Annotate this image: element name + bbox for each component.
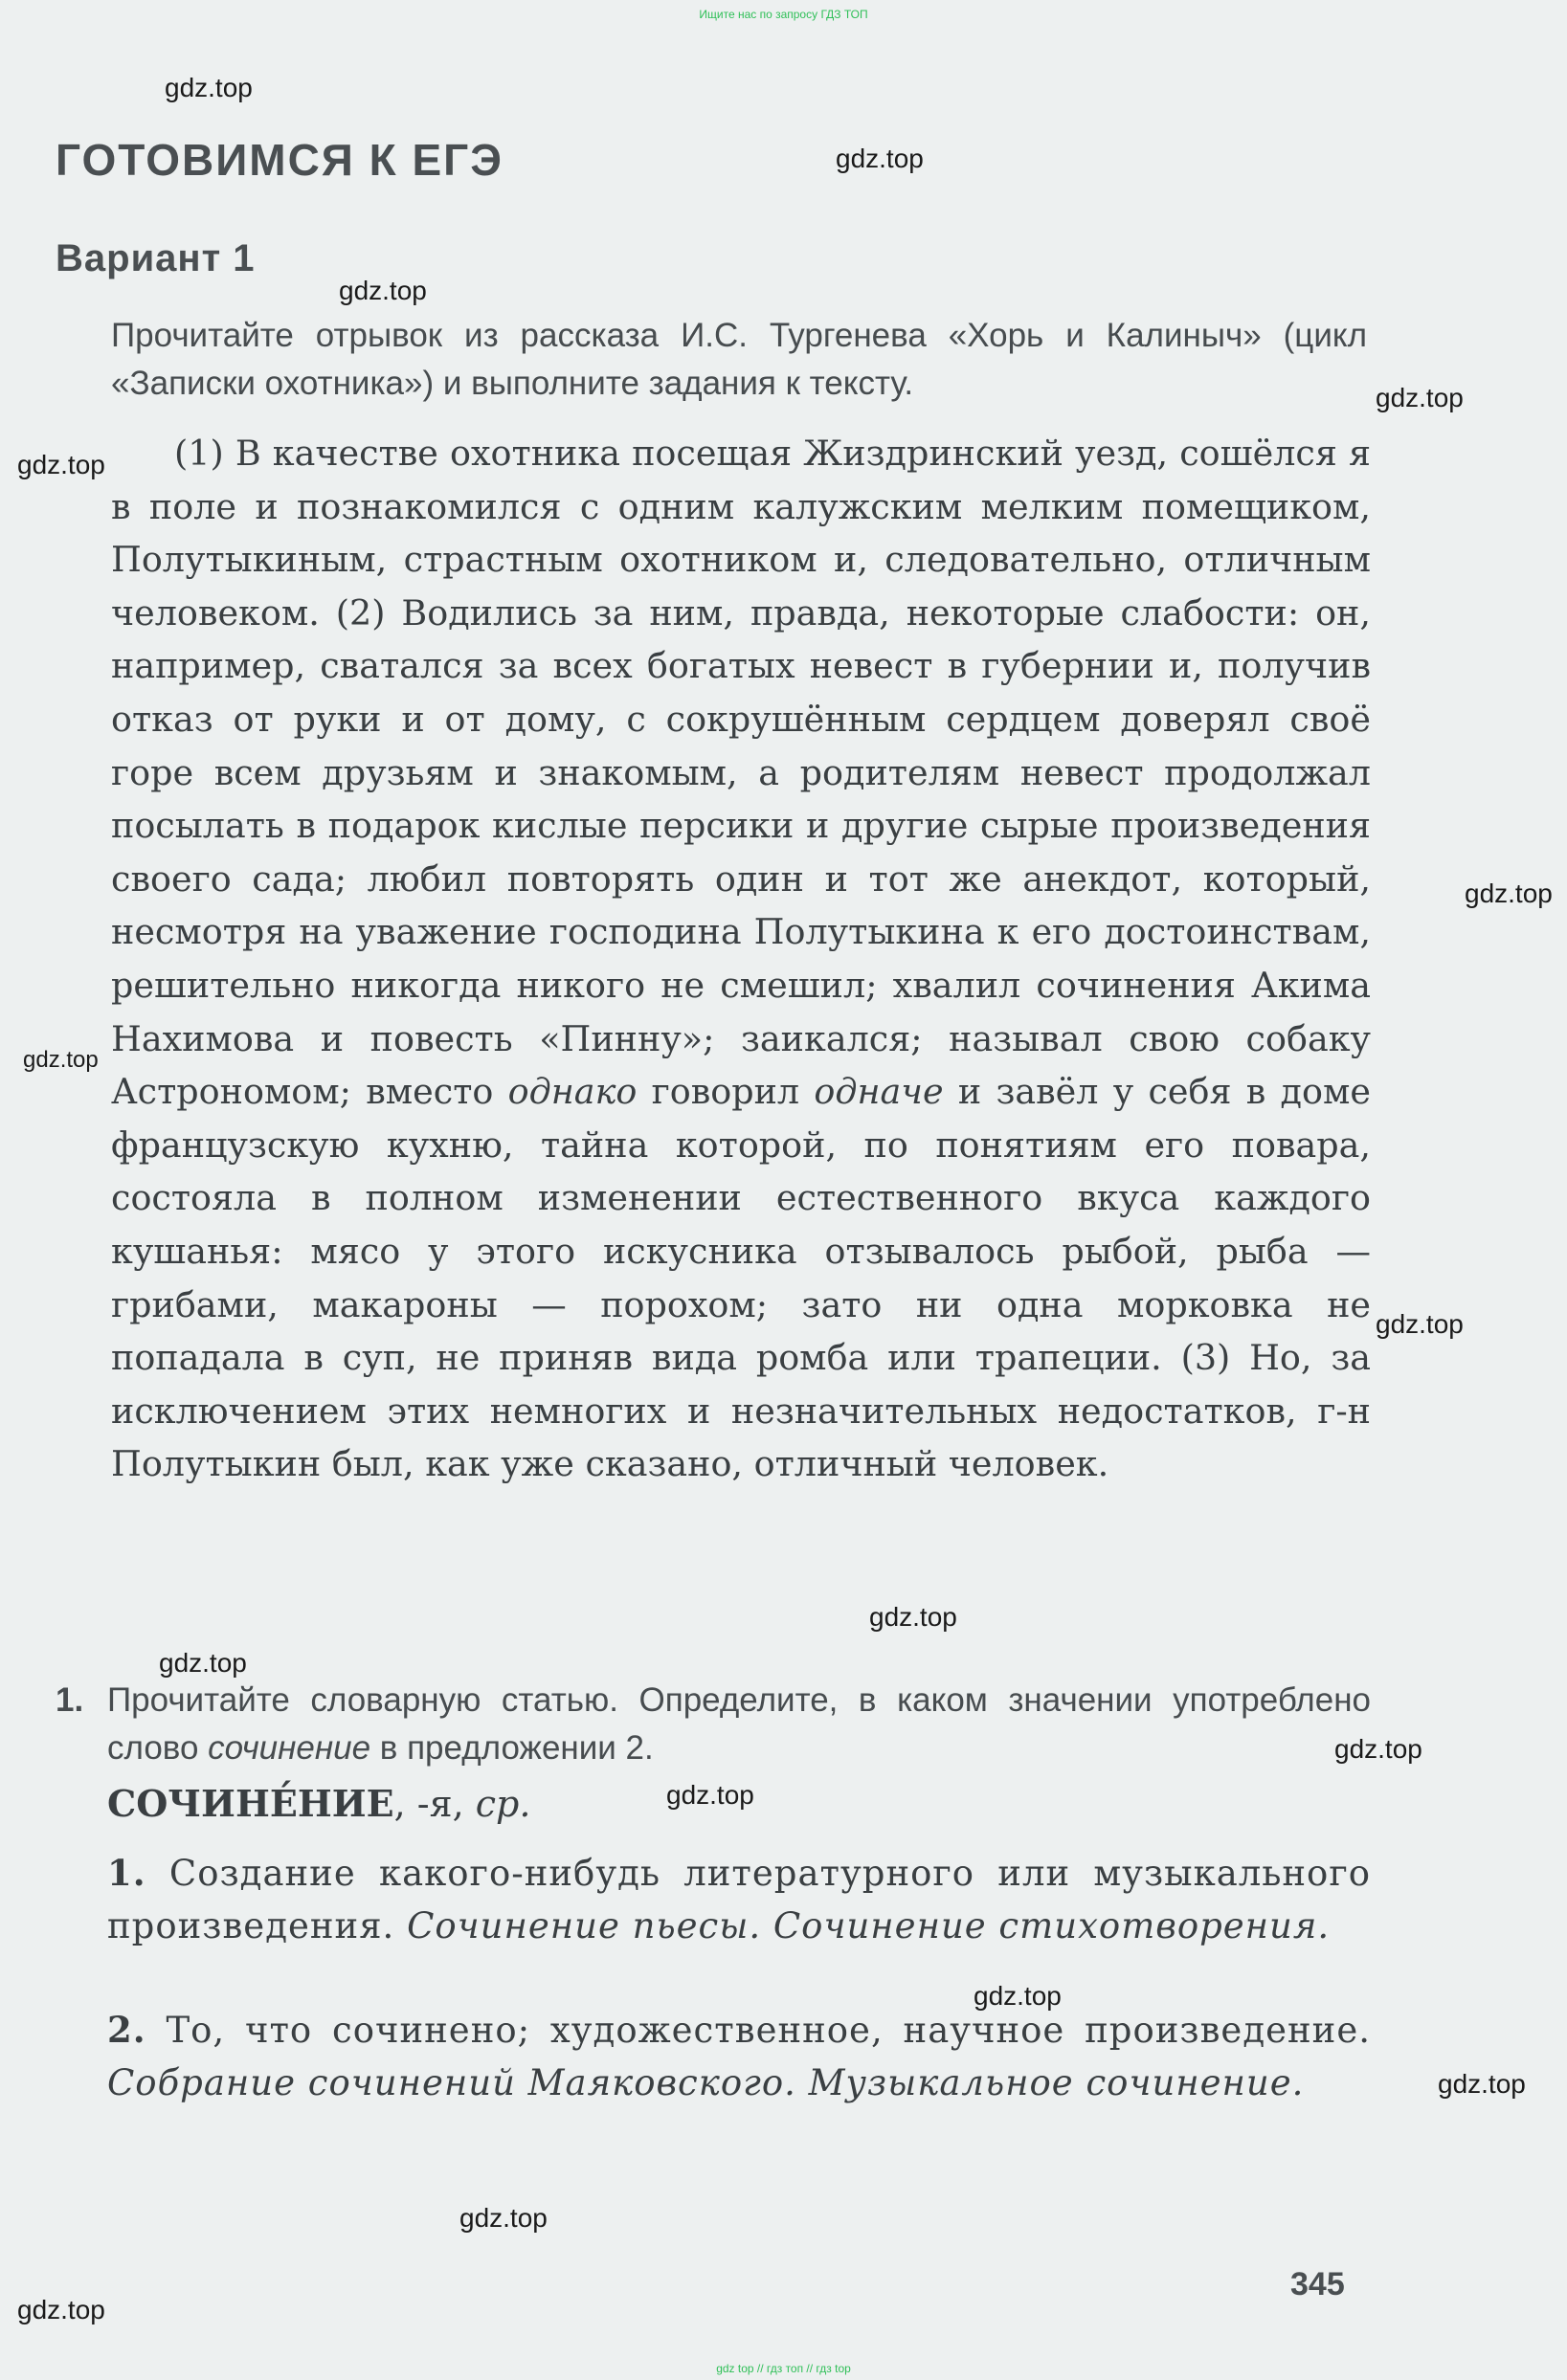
dictionary-headword-line [107, 1782, 530, 1825]
watermark: gdz.top [17, 450, 105, 479]
watermark: gdz.top [1438, 2069, 1526, 2099]
passage-text: и завёл у себя в доме французскую кухню, тайна которой, по понятиям его повара, состояла в полном изменении естественного вкуса каждого кушанья: мясо у этого искусника отзывалось рыбой, рыба — грибами, макароны — порохом; зато ни одна морковка не попадала в суп, не приняв вида ромба или трапеции. (3) Но, за исключением этих немногих и незначительных недостатков, г-н Полутыкин был, как уже сказано, отличный человек. [111, 1071, 1371, 1485]
task-text [107, 1677, 1371, 1772]
watermark: gdz.top [869, 1602, 957, 1632]
passage-text: говорил [637, 1071, 815, 1113]
sense-number: 1. [107, 1852, 146, 1894]
watermark: gdz.top [666, 1780, 754, 1810]
sense-definition: То, что сочинено; художественное, научное произведение. [146, 2010, 1371, 2051]
task-text-part: в предложении 2. [370, 1729, 654, 1767]
passage-italic-word: однако [507, 1071, 638, 1113]
watermark: gdz.top [23, 1047, 99, 1073]
sense-example: Сочинение пьесы. Сочинение стихотворения. [407, 1905, 1331, 1946]
watermark: gdz.top [165, 73, 253, 102]
instruction-text: Прочитайте отрывок из рассказа И.С. Тургенева «Хорь и Калиныч» (цикл «Записки охотника») и выполните задания к тексту. [111, 317, 1367, 402]
section-heading: ГОТОВИМСЯ К ЕГЭ [56, 135, 504, 185]
dictionary-sense-2 [107, 2004, 1371, 2109]
dictionary-headword: СОЧИНЕ́НИЕ [107, 1782, 394, 1825]
passage-italic-word: одначе [814, 1071, 944, 1113]
watermark: gdz.top [1465, 879, 1553, 908]
dictionary-pos: ср. [475, 1783, 531, 1825]
watermark: gdz.top [974, 1981, 1062, 2011]
task-number: 1. [56, 1681, 84, 1719]
dictionary-grammar: , -я, [393, 1783, 476, 1825]
sense-example: Собрание сочинений Маяковского. Музыкальное сочинение. [107, 2062, 1305, 2103]
watermark: gdz.top [836, 144, 924, 173]
top-search-note: Ищите нас по запросу ГДЗ ТОП [699, 8, 868, 21]
sense-definition: Создание какого-нибудь литературного или музыкального произведения. [107, 1853, 1371, 1946]
literary-passage [111, 427, 1371, 1491]
page-number: 345 [1290, 2266, 1345, 2302]
watermark: gdz.top [339, 276, 427, 305]
variant-title: Вариант 1 [56, 237, 256, 279]
watermark: gdz.top [17, 2295, 105, 2324]
task-1 [56, 1677, 1371, 1772]
watermark: gdz.top [1376, 1309, 1464, 1339]
dictionary-sense-1 [107, 1847, 1371, 1952]
task-italic-word: сочинение [208, 1729, 371, 1767]
watermark: gdz.top [1376, 383, 1464, 412]
watermark: gdz.top [1334, 1734, 1422, 1764]
task-text-part: Прочитайте словарную статью. Определите, в каком значении употреблено слово [107, 1681, 1371, 1767]
watermark: gdz.top [459, 2203, 548, 2233]
passage-text: (1) В качестве охотника посещая Жиздринский уезд, сошёлся я в поле и познакомился с одним калужским мелким помещиком, Полутыкиным, страстным охотником и, следовательно, отличным человеком. (2) Водились за ним, правда, некоторые слабости: он, например, сватался за всех богатых невест в губернии и, получив отказ от руки и от дому, с сокрушённым сердцем доверял своё горе всем друзьям и знакомым, а родителям невест продолжал посылать в подарок кислые персики и другие сырые произведения своего сада; любил повторять один и тот же анекдот, который, несмотря на уважение господина Полутыкина к его достоинствам, решительно никогда никого не смешил; хвалил сочинения Акима Нахимова и повесть «Пинну»; заикался; называл свою собаку Астрономом; вместо [111, 433, 1371, 1113]
bottom-search-note: gdz top // гдз топ // гдз top [716, 2362, 851, 2375]
sense-number: 2. [107, 2009, 146, 2051]
watermark: gdz.top [159, 1648, 247, 1678]
